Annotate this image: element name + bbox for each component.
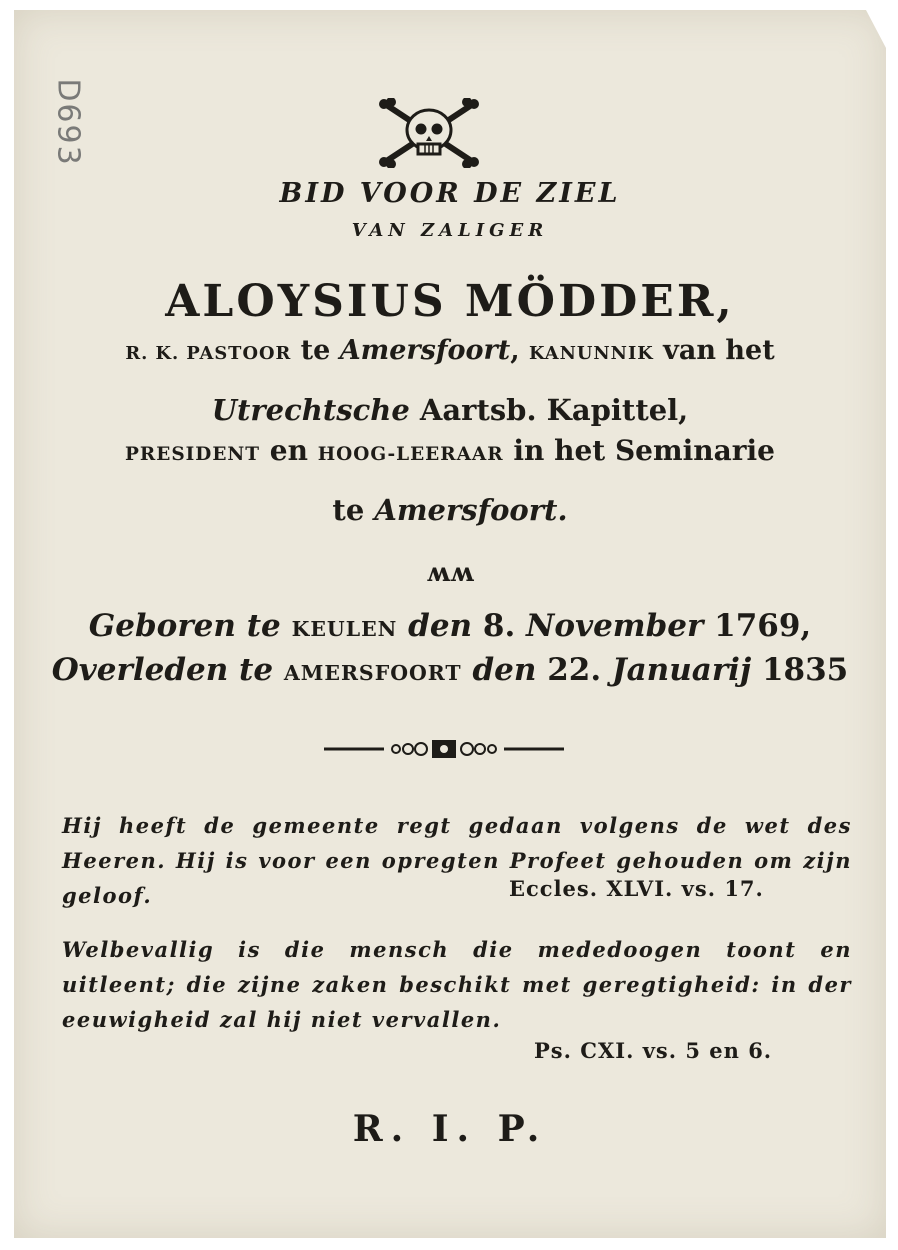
title-row-3 bbox=[14, 434, 886, 467]
place-amersfoort: Amersfoort. bbox=[374, 493, 568, 527]
deceased-name: ALOYSIUS MÖDDER, bbox=[165, 276, 735, 327]
title-kanunnik: KANUNNIK bbox=[529, 343, 654, 364]
death-year: 1835 bbox=[761, 652, 849, 688]
title-row-1 bbox=[14, 335, 886, 366]
rip-closing: R. I. P. bbox=[352, 1108, 548, 1150]
birth-den: den bbox=[397, 608, 483, 644]
birth-year: 1769, bbox=[714, 608, 812, 644]
header-line-1: BID VOOR DE ZIEL bbox=[279, 178, 621, 209]
death-day: 22. bbox=[547, 652, 602, 688]
death-label: Overleden te bbox=[51, 652, 284, 688]
title-word: te bbox=[332, 493, 375, 527]
place-utrechtsche: Utrechtsche bbox=[211, 393, 410, 427]
title-row-4 bbox=[14, 493, 886, 527]
squiggle-divider: ʍʍ bbox=[426, 558, 474, 588]
birth-month: November bbox=[515, 608, 715, 644]
verse-1-text: Hij heeft de gemeente regt gedaan volgens de wet des Heeren. Hij is voor een opregten Profeet gehouden om zijn geloof. bbox=[62, 813, 852, 908]
punctuation: , bbox=[510, 335, 529, 366]
title-word: en bbox=[260, 434, 318, 467]
verse-2-reference: Ps. CXI. vs. 5 en 6. bbox=[534, 1038, 773, 1063]
birth-place: KEULEN bbox=[291, 617, 398, 641]
title-kapittel: Aartsb. Kapittel, bbox=[409, 393, 689, 427]
verse-2-text: Welbevallig is die mensch die mededoogen toont en uitleent; die zijne zaken beschikt met geregtigheid: in der eeuwigheid zal hij niet vervallen. bbox=[62, 937, 852, 1032]
birth-line bbox=[14, 608, 886, 644]
title-row-2 bbox=[14, 393, 886, 427]
birth-label: Geboren te bbox=[88, 608, 292, 644]
death-line bbox=[14, 652, 886, 688]
title-president: PRESIDENT bbox=[125, 444, 261, 465]
memorial-card bbox=[14, 10, 886, 1238]
ornamental-divider bbox=[324, 738, 564, 760]
skull-crossbones-icon bbox=[374, 98, 484, 168]
place-amersfoort: Amersfoort bbox=[339, 335, 511, 366]
title-hoogleeraar: HOOG-LEERAAR bbox=[317, 444, 504, 465]
death-place: AMERSFOORT bbox=[283, 661, 462, 685]
death-month: Januarij bbox=[601, 652, 762, 688]
title-word: van het bbox=[653, 335, 775, 366]
verse-1-reference: Eccles. XLVI. vs. 17. bbox=[509, 876, 764, 901]
inventory-number: D693 bbox=[50, 78, 86, 167]
torn-corner bbox=[866, 10, 886, 48]
title-word: te bbox=[291, 335, 340, 366]
title-rk-pastoor: R. K. PASTOOR bbox=[125, 343, 292, 364]
death-den: den bbox=[461, 652, 548, 688]
birth-day: 8. bbox=[482, 608, 516, 644]
header-line-2: VAN ZALIGER bbox=[351, 220, 549, 241]
title-seminarie: in het Seminarie bbox=[503, 434, 775, 467]
